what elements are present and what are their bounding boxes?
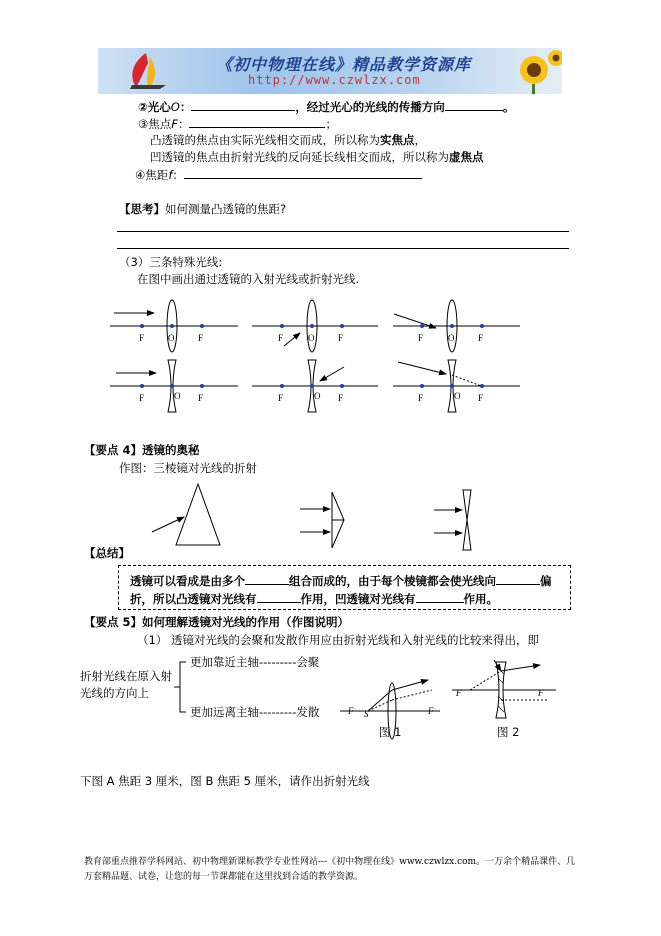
svg-text:F: F [478,393,484,403]
summary-line-2 [130,591,498,606]
svg-text:F: F [139,333,145,343]
summary-l1-c: 偏 [540,574,552,588]
summary-l2-a: 折，所以凸透镜对光线有 [130,592,257,606]
banner-url[interactable]: http://www.czwlzx.com [248,73,421,87]
item3-end: ； [325,117,337,131]
item3-colon: ： [177,117,190,131]
svg-text:O: O [174,391,181,401]
convex-text: 凸透镜的焦点由实际光线相交而成，所以称为 [150,133,380,147]
blank-prism[interactable] [245,573,289,585]
page-footer: 教育部重点推荐学科网站、初中物理新课标教学专业性网站---《初中物理在线》www.czwlzx.com。一万余个精品课件、几万套精品题、试卷，让您的每一节课都能在这里找到合适的教学资源。 [84,857,576,882]
focal-task: 下图 A 焦距 3 厘米，图 B 焦距 5 厘米，请作出折射光线 [80,774,370,788]
key4-heading: 【要点 4】透镜的奥秘 [84,443,200,457]
convex-end: ， [414,133,426,147]
summary-line-1 [130,573,552,588]
item3-label: ③焦点 [138,117,172,131]
convex-prism-pair[interactable] [300,492,344,548]
item3-symbol: F [171,117,178,131]
svg-text:F: F [418,393,424,403]
blank-convex-effect[interactable] [257,591,301,603]
item2-symbol: O [170,100,180,114]
refract-label-2: 光线的方向上 [80,686,149,700]
figure-1-caption: 图 1 [379,725,402,739]
convex-diagram-2[interactable] [252,300,378,352]
svg-text:F: F [198,393,204,403]
svg-text:F: F [418,333,424,343]
item2-label: ②光心 [138,100,171,114]
concave-diagram-2[interactable] [252,360,378,412]
farther-diverge: 更加远离主轴---------发散 [190,705,320,719]
svg-text:O: O [308,333,315,343]
concave-diagram-1[interactable] [110,360,238,412]
summary-l1-b: 组合而成的，由于每个棱镜都会使光线向 [289,574,496,588]
think-text: 如何测量凸透镜的焦距? [165,202,287,216]
svg-text:O: O [168,333,175,343]
figure-2-caption: 图 2 [497,725,520,739]
concave-prism-pair[interactable] [434,490,471,550]
svg-text:O: O [448,333,455,343]
svg-text:F: F [139,393,145,403]
special-rays-instruction: 在图中画出通过透镜的入射光线或折射光线. [137,272,360,286]
svg-text:F: F [538,688,544,698]
key5-item1: （1） 透镜对光线的会聚和发散作用应由折射光线和入射光线的比较来得出，即 [137,633,539,647]
summary-l2-b: 作用，凹透镜对光线有 [300,592,416,606]
blank-direction[interactable] [496,573,540,585]
item2-desc: ，经过光心的光线的传播方向 [295,100,445,114]
svg-text:S: S [364,709,369,719]
item4-symbol: f [168,168,173,182]
svg-text:F: F [348,706,354,716]
svg-text:F: F [478,333,484,343]
summary-label: 【总结】 [84,546,130,560]
item4-colon: ： [172,168,184,182]
item2-end: 。 [502,100,515,114]
summary-l2-c: 作用。 [463,592,498,606]
svg-text:F: F [278,393,284,403]
convex-diagram-3[interactable] [393,300,520,352]
comparison-bracket [174,662,186,712]
svg-text:F: F [198,333,204,343]
svg-text:F: F [278,333,284,343]
svg-text:F: F [338,393,344,403]
svg-text:O: O [454,391,461,401]
convex-diagram-1[interactable] [110,300,238,352]
closer-converge: 更加靠近主轴---------会聚 [190,655,320,669]
svg-text:O: O [314,391,321,401]
svg-text:F: F [428,706,434,716]
convex-bold: 实焦点 [380,133,415,147]
figure-2-concave [452,660,556,718]
special-rays-heading: （3）三条特殊光线: [119,255,223,269]
blank-concave-effect[interactable] [416,591,464,603]
prism-triangle[interactable] [152,484,220,545]
refract-label-1: 折射光线在原入射 [80,669,172,683]
concave-text: 凹透镜的焦点由折射光线的反向延长线相交而成，所以称为 [150,150,449,164]
summary-l1-a: 透镜可以看成是由多个 [130,574,245,588]
svg-text:F: F [338,333,344,343]
item4-label: ④焦距 [135,168,169,182]
think-label: 【思考】 [119,202,165,216]
key5-heading: 【要点 5】如何理解透镜对光线的作用（作图说明） [84,615,350,629]
svg-text:F: F [456,688,462,698]
key4-task: 作图：三棱镜对光线的折射 [119,461,257,475]
banner-title: 《初中物理在线》精品教学资源库 [216,55,472,74]
concave-diagram-3[interactable] [393,360,520,412]
item2-colon: ： [179,100,192,114]
concave-bold: 虚焦点 [449,150,484,164]
